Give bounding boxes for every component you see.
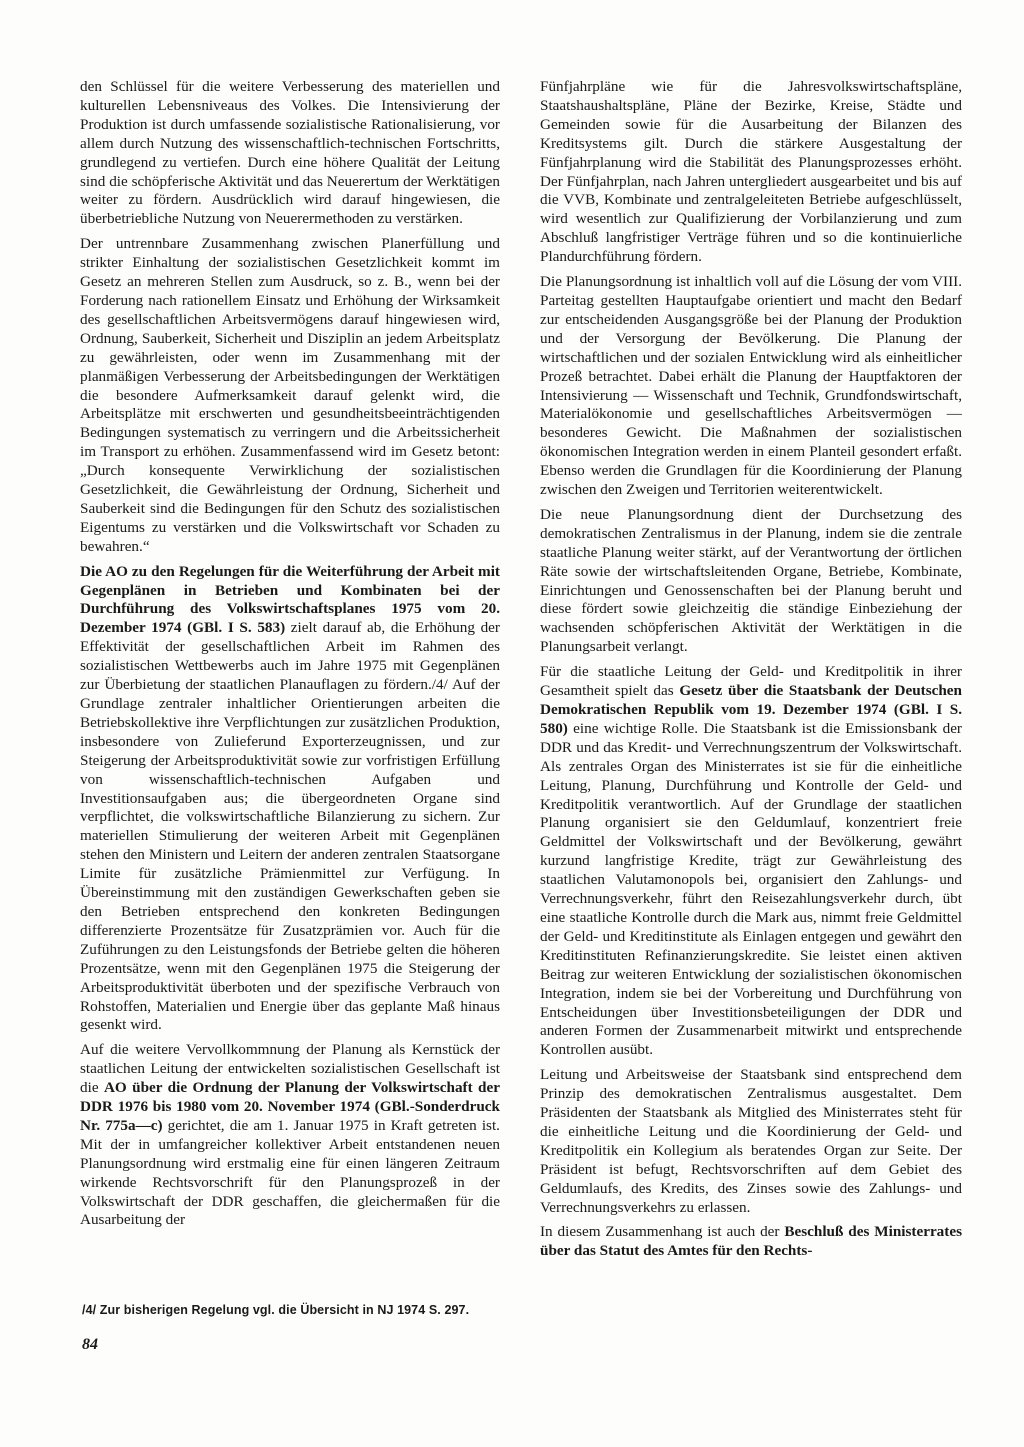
left-paragraph-4-bold: AO über die Ordnung der Planung der Volkswirtschaft der DDR 1976 bis 1980 vom 20. November 1974 (GBl.-Sonderdruck Nr. 775a—c) [80,1079,500,1134]
left-column [80,78,500,1236]
left-paragraph-4 [80,1041,500,1230]
right-paragraph-4-start: Für die staatliche Leitung der Geld- und Kreditpolitik in ihrer Gesamtheit spielt das [540,663,962,700]
right-column [540,78,962,1267]
right-paragraph-2: Die Planungsordnung ist inhaltlich voll auf die Lösung der vom VIII. Parteitag gestellten Hauptaufgabe orientiert und macht den Bedarf zur entscheidenden Ausgangsgröße bei der Planung der Produktion und der Versorgung der Bevölkerung. Die Planung der wirtschaftlichen und der sozialen Entwicklung wird als einheitlicher Prozeß betrachtet. Dabei erhält die Planung der Hauptfaktoren der Intensivierung — Wissenschaft und Technik, Grundfondswirtschaft, Materialökonomie und gesellschaftliches Arbeitsvermögen — besonderes Gewicht. Die Maßnahmen der sozialistischen ökonomischen Integration werden in einem Planteil gesondert erfaßt. Ebenso werden die Grundlagen für die Koordinierung der Planung zwischen den Zweigen und Territorien weiterentwickelt. [540,273,962,499]
left-paragraph-1: den Schlüssel für die weitere Verbesserung des materiellen und kulturellen Lebensniveaus des Volkes. Die Intensivierung der Produktion ist durch umfassende sozialistische Rationalisierung, vor allem durch Nutzung des wissenschaftlich-technischen Fortschritts, grundlegend zu vertiefen. Durch eine höhere Qualität der Leitung sind die schöpferische Aktivität und das Neuerertum der Werktätigen weiter zu fördern. Ausdrücklich wird darauf hingewiesen, die überbetriebliche Nutzung von Neuerermethoden zu verstärken. [80,78,500,228]
right-paragraph-4 [540,663,962,1060]
right-paragraph-1: Fünfjahrpläne wie für die Jahresvolkswirtschaftspläne, Staatshaushaltspläne, Pläne der Bezirke, Kreise, Städte und Gemeinden sowie für die Ausarbeitung der Bilanzen des Kreditsystems gilt. Durch die stärkere Ausgestaltung der Fünfjahrplanung wird die Stabilität des Planungsprozesses erhöht. Der Fünfjahrplan, nach Jahren untergliedert ausgearbeitet und bis auf die VVB, Kombinate und zentralgeleiteten Betriebe aufgeschlüsselt, wird wesentlich zur Qualifizierung der Vorbilanzierung und zum Abschluß langfristiger Verträge führen und so die kontinuierliche Plandurchführung fördern. [540,78,962,266]
right-paragraph-4-text: eine wichtige Rolle. Die Staatsbank ist die Emissionsbank der DDR und das Kredit- und Verrechnungszentrum der Volkswirtschaft. Als zentrales Organ des Ministerrates ist sie für die einheitliche Leitung, Planung, Durchführung und Kontrolle der Geld- und Kreditpolitik verantwortlich. Auf der Grundlage der staatlichen Planung organisiert sie den Geldumlauf, konzentriert freie Geldmittel der Volkswirtschaft und der Bevölkerung, gewährt kurzund langfristige Kredite, trägt zur Gewährleistung des staatlichen Valutamonopols bei, organisiert den Zahlungs- und Verrechnungsverkehr, führt den Reisezahlungsverkehr durch, übt eine staatliche Kontrolle durch die Mark aus, nimmt freie Geldmittel der Geld- und Kreditinstitute als Einlagen entgegen und gewährt den Kreditinstituten Refinanzierungskredite. Sie leistet einen aktiven Beitrag zur weiteren Entwicklung der sozialistischen ökonomischen Integration, indem sie bei der Vorbereitung und Durchführung von Entscheidungen über Investitionsbeteiligungen der DDR und anderen Formen der Zusammenarbeit mitwirkt und entsprechende Kontrollen ausübt. [540,719,962,1059]
right-paragraph-3: Die neue Planungsordnung dient der Durchsetzung des demokratischen Zentralismus in der Planung, indem sie die zentrale staatliche Planung weiter stärkt, auf der Verantwortung der örtlichen Räte sowie der wirtschaftsleitenden Organe, Betriebe, Kombinate, Einrichtungen und Genossenschaften bei der Planung beruht und diese fördert sowie gleichzeitig die ständige Einbeziehung der wachsenden schöpferischen Aktivität der Werktätigen in die Planungsarbeit verlangt. [540,505,962,656]
left-paragraph-3-bold: Die AO zu den Regelungen für die Weiterführung der Arbeit mit Gegenplänen in Betrieben und Kombinaten bei der Durchführung des Volkswirtschaftsplanes 1975 vom 20. Dezember 1974 (GBl. I S. 583) [80,562,500,637]
left-paragraph-2: Der untrennbare Zusammenhang zwischen Planerfüllung und strikter Einhaltung der sozialistischen Gesetzlichkeit kommt im Gesetz an mehreren Stellen zum Ausdruck, so z. B., wenn bei der Forderung nach rationellem Einsatz und Erhöhung der Wirksamkeit des gesellschaftlichen Arbeitsvermögens darauf hingewiesen wird, Ordnung, Sauberkeit, Sicherheit und Disziplin an jedem Arbeitsplatz zu gewährleisten, oder wenn im Zusammenhang mit der planmäßigen Verbesserung der Arbeitsbedingungen der Werktätigen die besondere Aufmerksamkeit darauf gelenkt wird, die Arbeitsplätze mit erschwerten und gesundheitsbeeinträchtigenden Bedingungen systematisch zu verringern und die Arbeitssicherheit im Transport zu erhöhen. Zusammenfassend wird im Gesetz betont: „Durch konsequente Verwirklichung der sozialistischen Gesetzlichkeit, die Gewährleistung der Ordnung, Sicherheit und Sauberkeit sind die Bedingungen für den Schutz des sozialistischen Eigentums zu verstärken und die Volkswirtschaft vor Schaden zu bewahren.“ [80,235,500,555]
footnote: /4/ Zur bisherigen Regelung vgl. die Übersicht in NJ 1974 S. 297. [82,1303,470,1317]
right-paragraph-6-bold: Beschluß des Ministerrates über das Statut des Amtes für den Rechts- [540,1223,962,1260]
page-number: 84 [82,1336,98,1353]
left-paragraph-4-start: Auf die weitere Vervollkommnung der Planung als Kernstück der staatlichen Leitung der entwickelten sozialistischen Gesellschaft ist die [80,1041,500,1097]
right-paragraph-5: Leitung und Arbeitsweise der Staatsbank sind entsprechend dem Prinzip des demokratischen Zentralismus ausgestaltet. Dem Präsidenten der Staatsbank als Mitglied des Ministerrates steht für die einheitliche Leitung und die Koordinierung der Geld- und Kreditpolitik ein Kollegium als beratendes Organ zur Seite. Der Präsident ist befugt, Rechtsvorschriften auf dem Gebiet des Geldumlaufs, des Kredits, des Zinses sowie des Zahlungs- und Verrechnungsverkehrs zu erlassen. [540,1066,962,1216]
left-paragraph-3 [80,563,500,1036]
left-paragraph-4-text: gerichtet, die am 1. Januar 1975 in Kraft getreten ist. Mit der in umfangreicher kollektiver Arbeit entstandenen neuen Planungsordnung wird erstmalig eine für einen längeren Zeitraum wirkende Rechtsvorschrift für den Planungsprozeß in der Volkswirtschaft der DDR geschaffen, die gleichermaßen für die Ausarbeitung der [80,1116,500,1229]
right-paragraph-4-bold: Gesetz über die Staatsbank der Deutschen Demokratischen Republik vom 19. Dezember 1974 (GBl. I S. 580) [540,682,962,737]
left-paragraph-3-text: zielt darauf ab, die Erhöhung der Effektivität der gesellschaftlichen Arbeit im Rahmen des sozialistischen Wettbewerbs auch im Jahre 1975 mit Gegenplänen zur Überbietung der staatlichen Planauflagen zu fördern./4/ Auf der Grundlage zentraler inhaltlicher Orientierungen arbeiten die Betriebskollektive ihre Verpflichtungen zur zusätzlichen Produktion, insbesondere von Zulieferund Exporterzeugnissen, und zur Steigerung der Arbeitsproduktivität sowie zur vorfristigen Erfüllung von wissenschaftlich-technischen Aufgaben und Investitionsaufgaben aus; die übergeordneten Organe sind verpflichtet, die volkswirtschaftliche Bilanzierung zu sichern. Zur materiellen Stimulierung der weiteren Arbeit mit Gegenplänen stehen den Ministern und Leitern der anderen zentralen Staatsorgane Limite für zusätzliche Prämienmittel zur Verfügung. In Übereinstimmung mit den zuständigen Gewerkschaften geben sie den Betrieben entsprechend den konkreten Bedingungen differenzierte Prozentsätze für Zusatzprämien vor. Auch für die Zuführungen zu den Leistungsfonds der Betriebe gelten die höheren Prozentsätze, wenn mit den Gegenplänen 1975 die Steigerung der Arbeitsproduktivität überboten und der spezifische Verbrauch von Rohstoffen, Materialien und Energie über das geplante Maß hinaus gesenkt wird. [80,619,500,1034]
right-paragraph-6 [540,1223,962,1261]
right-paragraph-6-start: In diesem Zusammenhang ist auch der [540,1223,785,1241]
